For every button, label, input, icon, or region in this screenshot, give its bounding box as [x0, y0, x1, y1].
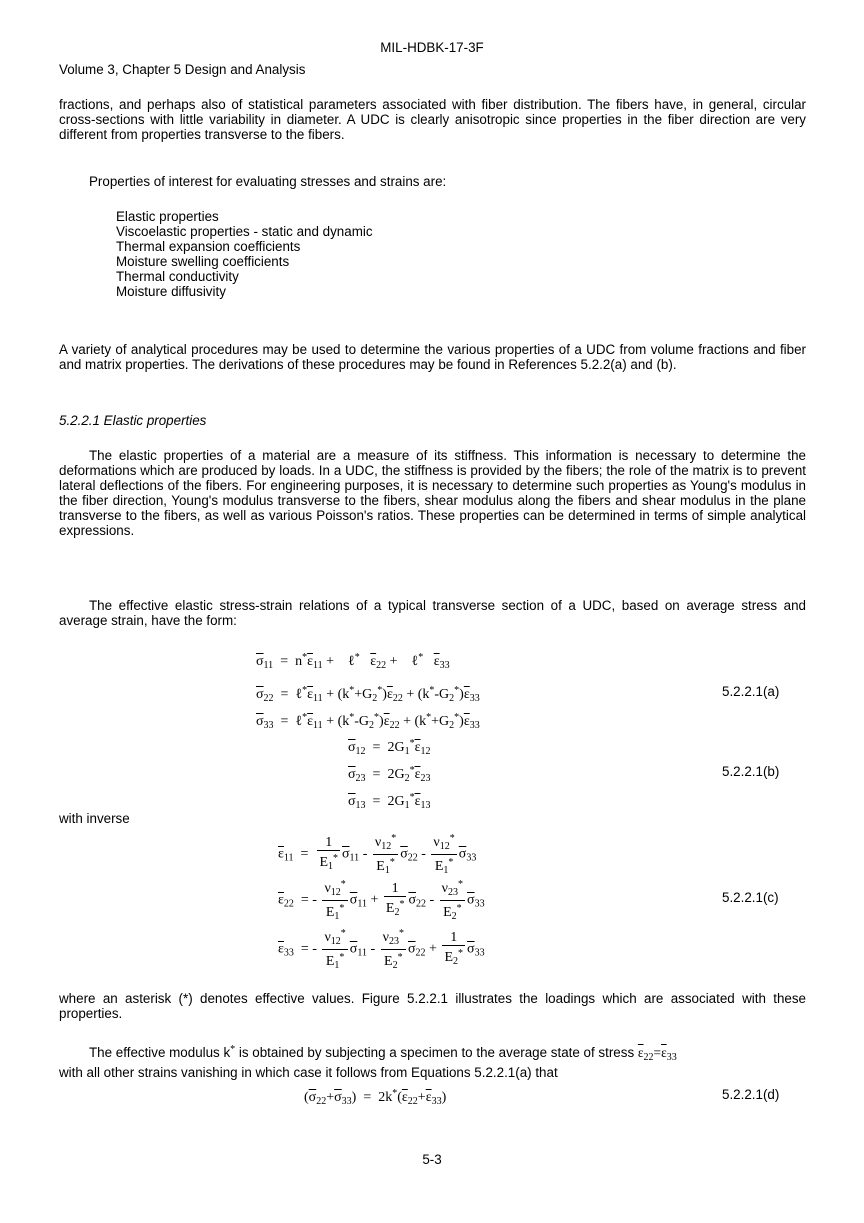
page-number: 5-3 — [422, 1152, 442, 1167]
equation-sigma-13: $\overline{\sigma}_{13} = 2G_1^*\overline{\varepsilon}_{13}$ — [348, 792, 431, 811]
property-list — [116, 209, 373, 299]
document-id: MIL-HDBK-17-3F — [380, 40, 484, 55]
equation-sigma-23: $\overline{\sigma}_{23} = 2G_2^*\overline{\varepsilon}_{23}$ — [348, 765, 431, 784]
modulus-text-3: with all other strains vanishing in which case it follows from Equations 5.2.2.1(a) that — [59, 1065, 558, 1080]
equation-sigma-33: $\overline{\sigma}_{33}$ = $\ell^*\overline{\varepsilon}_{11} + (k^*-G_2^*)\overline{\varepsilon}_{22} + (k^*+G_2^*)\overline{\varepsilon}_{33}$ — [256, 712, 480, 731]
equation-sigma-12: $\overline{\sigma}_{12} = 2G_1^*\overline{\varepsilon}_{12}$ — [348, 738, 431, 757]
list-item: Thermal expansion coefficients — [116, 239, 301, 254]
section-heading: 5.2.2.1 Elastic properties — [59, 413, 207, 428]
paragraph-asterisk-note: where an asterisk (*) denotes effective values. Figure 5.2.2.1 illustrates the loadings which are associated with these properties. — [59, 991, 806, 1021]
paragraph-stress-strain-relations: The effective elastic stress-strain relations of a typical transverse section of a UDC, based on average stress and average strain, have the form: — [59, 598, 806, 628]
list-item: Thermal conductivity — [116, 269, 239, 284]
paragraph-fiber-fractions: fractions, and perhaps also of statistical parameters associated with fiber distribution. The fibers have, in general, circular cross-sections with little variability in diameter. A UDC is clearly anisotropic since properties in the fiber direction are very different from properties transverse to the fibers. — [59, 97, 806, 142]
equation-number-b: 5.2.2.1(b) — [722, 764, 780, 779]
volume-chapter-title: Volume 3, Chapter 5 Design and Analysis — [59, 62, 306, 77]
equation-number-d: 5.2.2.1(d) — [722, 1087, 780, 1102]
equation-epsilon-33: $\overline{\varepsilon}_{33}$ = - $\frac{\nu_{12}^*}{E_1^*}$ $\overline{\sigma}_{11}$ - $\frac{\nu_{23}^*}{E_2^*}$ $\overline{\sigma}_{22}$ + $\frac{1}{E_2^*}$ $\overline{\sigma}_{33}$ — [278, 928, 485, 971]
equation-epsilon-11: $\overline{\varepsilon}_{11}$ = $\frac{1}{E_1^*}$ $\overline{\sigma}_{11}$ - $\frac{\nu_{12}^*}{E_1^*}$ $\overline{\sigma}_{22}$ - $\frac{\nu_{12}^*}{E_1^*}$ $\overline{\sigma}_{33}$ — [278, 833, 477, 876]
modulus-text-2: is obtained by subjecting a specimen to the average state of stress — [235, 1045, 638, 1060]
equation-number-c: 5.2.2.1(c) — [722, 890, 779, 905]
paragraph-elastic-properties: The elastic properties of a material are a measure of its stiffness. This information is necessary to determine the deformations which are produced by loads. In a UDC, the stiffness is provided by the fibers; the role of the matrix is to prevent lateral deflections of the fibers. For engineering purposes, it is necessary to determine such properties as Young's modulus in the fiber direction, Young's modulus transverse to the fibers, shear modulus along the fibers and shear modulus in the plane transverse to the fibers, as well as various Poisson's ratios. These properties can be determined in terms of simple analytical expressions. — [59, 448, 806, 538]
paragraph-analytical-procedures: A variety of analytical procedures may be used to determine the various properties of a UDC from volume fractions and fiber and matrix properties. The derivations of these procedures may be found in References 5.2.2(a) and (b). — [59, 342, 806, 372]
equation-epsilon-22: $\overline{\varepsilon}_{22}$ = - $\frac{\nu_{12}^*}{E_1^*}$ $\overline{\sigma}_{11}$ + $\frac{1}{E_2^*}$ $\overline{\sigma}_{22}$ - $\frac{\nu_{23}^*}{E_2^*}$ $\overline{\sigma}_{33}$ — [278, 879, 485, 922]
equation-number-a: 5.2.2.1(a) — [722, 684, 780, 699]
paragraph-effective-modulus: The effective modulus k* is obtained by subjecting a specimen to the average state of stress $\overline{\varepsilon}_{22}=\overline{\varepsilon}_{33}$ with all other strains vanishing in which case it follows from Equations 5.2.2.1(a) that — [59, 1044, 677, 1080]
paragraph-properties-intro: Properties of interest for evaluating stresses and strains are: — [89, 174, 447, 189]
with-inverse-label: with inverse — [59, 811, 130, 826]
stress-state-formula: $\overline{\varepsilon}_{22}=\overline{\varepsilon}_{33}$ — [637, 1045, 677, 1063]
modulus-text-1: The effective modulus k — [89, 1045, 231, 1060]
equation-bulk-modulus: $(\overline{\sigma}_{22}+\overline{\sigma}_{33}) = 2k^*(\overline{\varepsilon}_{22}+\overline{\varepsilon}_{33})$ — [304, 1088, 447, 1107]
equation-sigma-11: $\overline{\sigma}_{11} = n^*\overline{\varepsilon}_{11}$ + ℓ* $\overline{\varepsilon}_{22}$ + ℓ* $\overline{\varepsilon}_{33}$ — [256, 652, 450, 671]
list-item: Viscoelastic properties - static and dynamic — [116, 224, 373, 239]
list-item: Moisture swelling coefficients — [116, 254, 290, 269]
list-item: Elastic properties — [116, 209, 219, 224]
equation-sigma-22: $\overline{\sigma}_{22}$ = $\ell^*\overline{\varepsilon}_{11} + (k^*+G_2^*)\overline{\varepsilon}_{22} + (k^*-G_2^*)\overline{\varepsilon}_{33}$ — [256, 685, 480, 704]
list-item: Moisture diffusivity — [116, 284, 226, 299]
